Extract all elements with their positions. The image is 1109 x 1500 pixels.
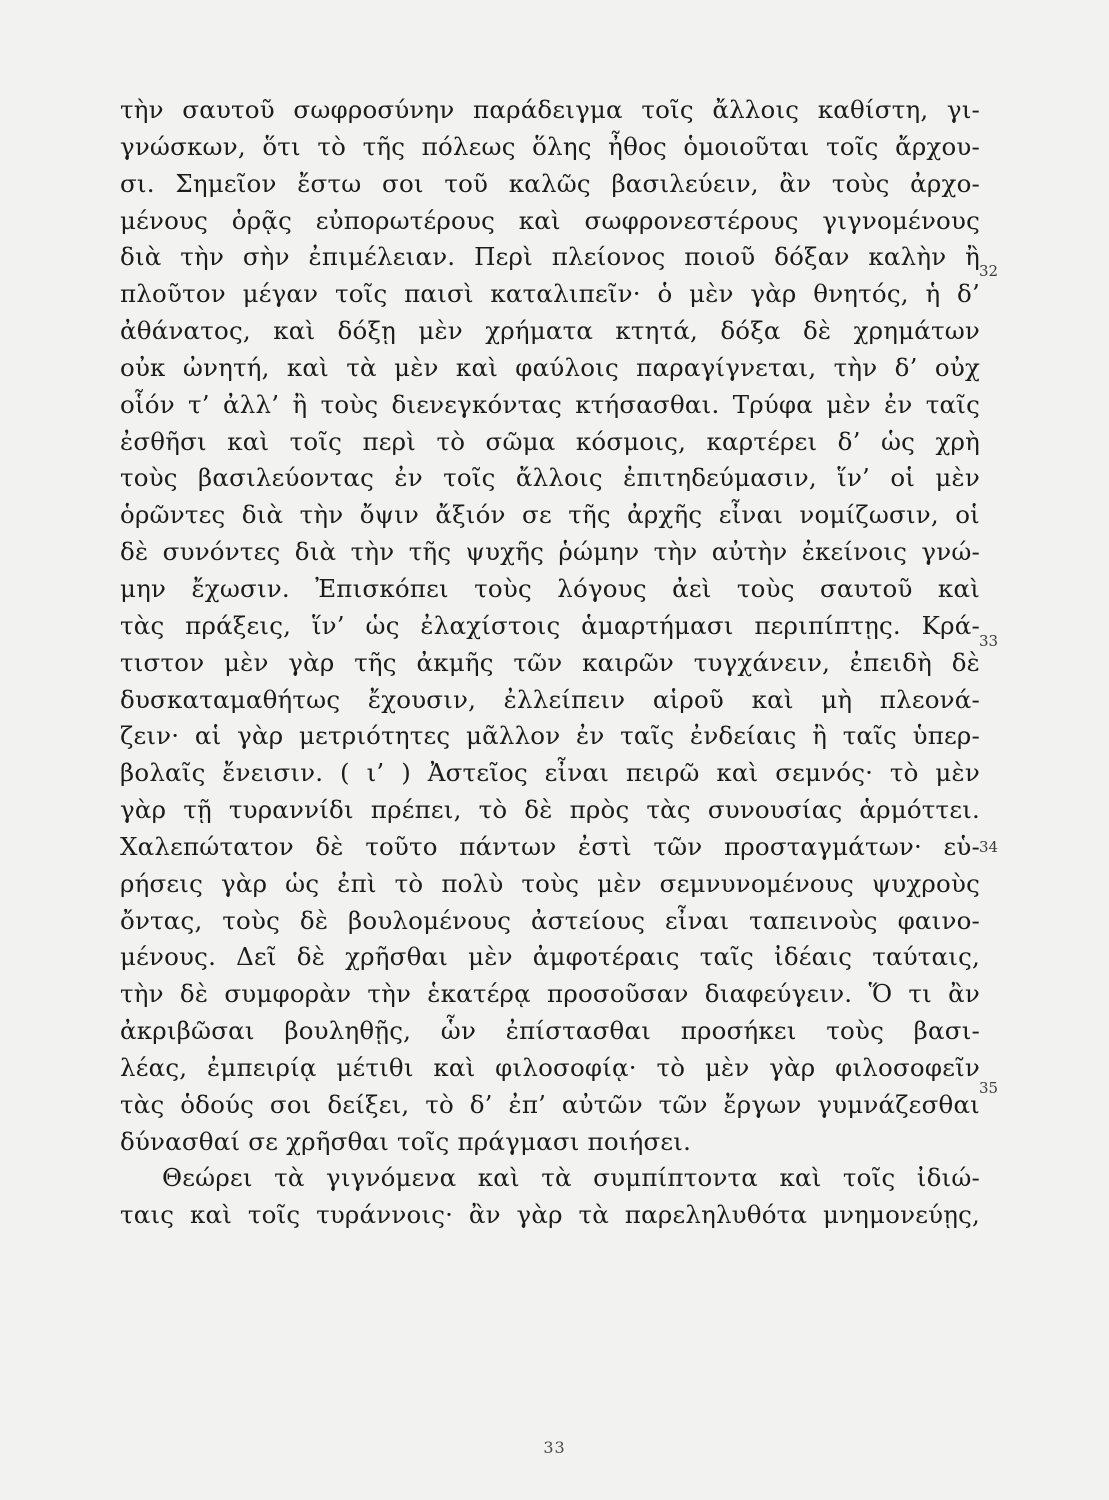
margin-section-number: 34	[979, 838, 999, 856]
body-text	[120, 92, 980, 1234]
text-line: γὰρ τῇ τυραννίδι πρέπει, τὸ δὲ πρὸς τὰς συνουσίας ἁρμόττει.	[120, 795, 980, 825]
text-line: Χαλεπώτατον δὲ τοῦτο πάντων ἐστὶ τῶν προσταγμάτων· εὑ-	[120, 831, 980, 861]
text-line: ἀθάνατος, καὶ δόξῃ μὲν χρήματα κτητά, δόξα δὲ χρημάτων	[120, 316, 980, 346]
text-line: τιστον μὲν γὰρ τῆς ἀκμῆς τῶν καιρῶν τυγχάνειν, ἐπειδὴ δὲ	[120, 647, 980, 677]
text-line: τοὺς βασιλεύοντας ἐν τοῖς ἄλλοις ἐπιτηδεύμασιν, ἵν’ οἱ μὲν	[120, 463, 980, 493]
text-line: λέας, ἐμπειρίᾳ μέτιθι καὶ φιλοσοφίᾳ· τὸ μὲν γὰρ φιλοσοφεῖν	[120, 1052, 980, 1082]
text-line: βολαῖς ἔνεισιν. ( ι’ ) Ἀστεῖος εἶναι πειρῶ καὶ σεμνός· τὸ μὲν	[120, 758, 980, 788]
text-line: οὐκ ὠνητή, καὶ τὰ μὲν καὶ φαύλοις παραγίγνεται, τὴν δ’ οὐχ	[120, 352, 980, 382]
text-line: γνώσκων, ὅτι τὸ τῆς πόλεως ὅλης ἦθος ὁμοιοῦται τοῖς ἄρχου-	[120, 131, 980, 161]
text-line: ταις καὶ τοῖς τυράννοις· ἂν γὰρ τὰ παρεληλυθότα μνημονεύῃς,	[120, 1200, 980, 1230]
text-line: μένους ὁρᾷς εὐπορωτέρους καὶ σωφρονεστέρους γιγνομένους	[120, 205, 980, 235]
text-line: διὰ τὴν σὴν ἐπιμέλειαν. Περὶ πλείονος ποιοῦ δόξαν καλὴν ἢ	[120, 242, 980, 272]
text-line: ὁρῶντες διὰ τὴν ὄψιν ἄξιόν σε τῆς ἀρχῆς εἶναι νομίζωσιν, οἱ	[120, 500, 980, 530]
text-line: μην ἔχωσιν. Ἐπισκόπει τοὺς λόγους ἀεὶ τοὺς σαυτοῦ καὶ	[120, 573, 980, 603]
text-line: σι. Σημεῖον ἔστω σοι τοῦ καλῶς βασιλεύειν, ἂν τοὺς ἀρχο-	[120, 168, 980, 198]
text-line: μένους. Δεῖ δὲ χρῆσθαι μὲν ἀμφοτέραις ταῖς ἰδέαις ταύταις,	[120, 942, 980, 972]
text-line: ρήσεις γὰρ ὡς ἐπὶ τὸ πολὺ τοὺς μὲν σεμνυνομένους ψυχροὺς	[120, 868, 980, 898]
text-line: δύνασθαί σε χρῆσθαι τοῖς πράγμασι ποιήσει.	[120, 1126, 692, 1156]
text-line: ἐσθῆσι καὶ τοῖς περὶ τὸ σῶμα κόσμοις, καρτέρει δ’ ὡς χρὴ	[120, 426, 980, 456]
text-line: πλοῦτον μέγαν τοῖς παισὶ καταλιπεῖν· ὁ μὲν γὰρ θνητός, ἡ δ’	[120, 279, 980, 309]
text-line: οἷόν τ’ ἀλλ’ ἢ τοὺς διενεγκόντας κτήσασθαι. Τρύφα μὲν ἐν ταῖς	[120, 389, 980, 419]
text-line-paragraph-start: Θεώρει τὰ γιγνόμενα καὶ τὰ συμπίπτοντα καὶ τοῖς ἰδιώ-	[162, 1163, 980, 1193]
text-line: τὰς ὁδούς σοι δείξει, τὸ δ’ ἐπ’ αὐτῶν τῶν ἔργων γυμνάζεσθαι	[120, 1089, 980, 1119]
text-line: τὴν δὲ συμφορὰν τὴν ἑκατέρᾳ προσοῦσαν διαφεύγειν. Ὅ τι ἂν	[120, 979, 980, 1009]
text-line: δυσκαταμαθήτως ἔχουσιν, ἐλλείπειν αἱροῦ καὶ μὴ πλεονά-	[120, 684, 980, 714]
text-line: τὰς πράξεις, ἵν’ ὡς ἐλαχίστοις ἁμαρτήμασι περιπίπτῃς. Κρά-	[120, 610, 980, 640]
text-line: ἀκριβῶσαι βουληθῇς, ὧν ἐπίστασθαι προσήκει τοὺς βασι-	[120, 1016, 980, 1046]
text-line: τὴν σαυτοῦ σωφροσύνην παράδειγμα τοῖς ἄλλοις καθίστη, γι-	[120, 95, 980, 124]
text-line: ὄντας, τοὺς δὲ βουλομένους ἀστείους εἶναι ταπεινοὺς φαινο-	[120, 905, 980, 935]
margin-section-number: 33	[979, 632, 999, 650]
margin-section-number: 35	[979, 1079, 999, 1097]
page-number: 33	[543, 1438, 566, 1457]
text-line: ζειν· αἱ γὰρ μετριότητες μᾶλλον ἐν ταῖς ἐνδείαις ἢ ταῖς ὑπερ-	[120, 721, 980, 751]
margin-section-number: 32	[979, 262, 999, 280]
text-line: δὲ συνόντες διὰ τὴν τῆς ψυχῆς ῥώμην τὴν αὐτὴν ἐκείνοις γνώ-	[120, 537, 980, 567]
